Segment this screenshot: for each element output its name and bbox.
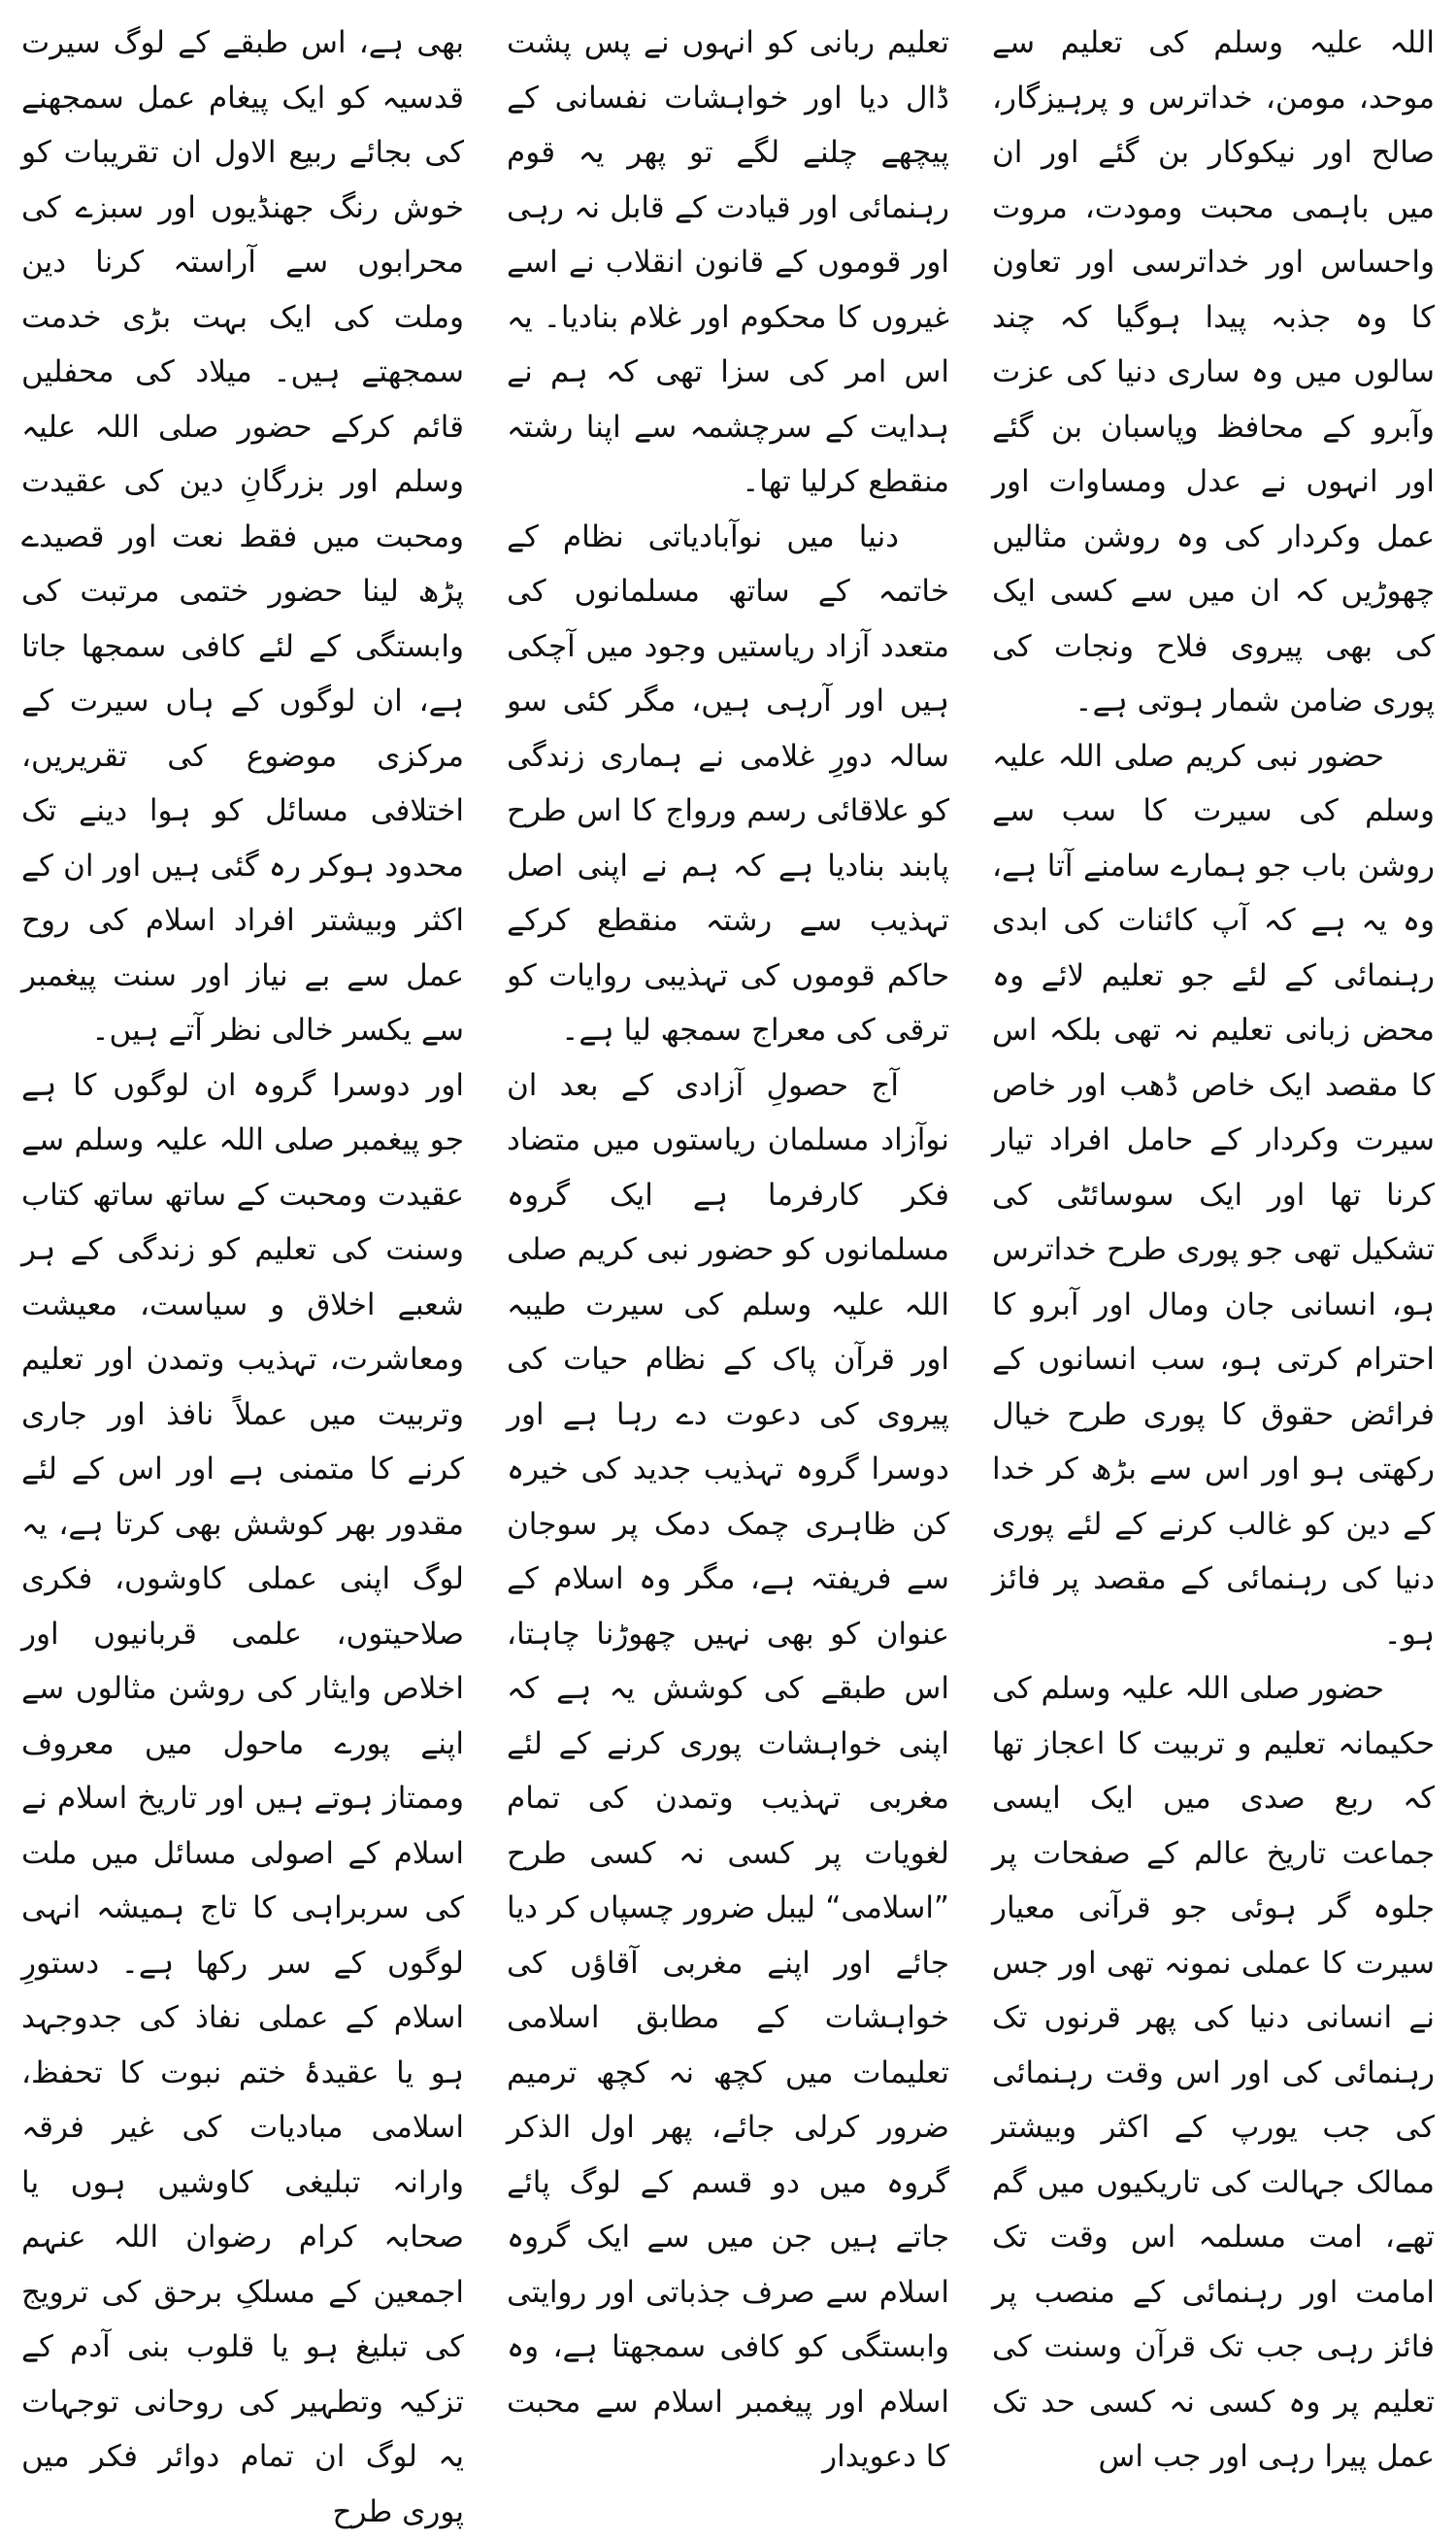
paragraph: اللہ علیہ وسلم کی تعلیم سے موحد، مومن، خداترس و پرہیزگار، صالح اور نیکوکار بن گئے اور ان میں باہمی محبت ومودت، مروت واحساس اور خداترسی اور تعاون کا وہ جذبہ پیدا ہوگیا کہ چند سالوں میں وہ ساری دنیا کی عزت وآبرو کے محافظ وپاسبان بن گئے اور انہوں نے عدل ومساوات اور عمل وکردار کی وہ روشن مثالیں چھوڑیں کہ ان میں سے کسی ایک کی بھی پیروی فلاح ونجات کی پوری ضامن شمار ہوتی ہے۔: [992, 16, 1435, 729]
paragraph: حضور صلی اللہ علیہ وسلم کی حکیمانہ تعلیم و تربیت کا اعجاز تھا کہ ربع صدی میں ایک ایسی جماعت تاریخ عالم کے صفحات پر جلوہ گر ہوئی جو قرآنی معیار سیرت کا عملی نمونہ تھی اور جس نے انسانی دنیا کی پھر قرنوں تک رہنمائی کی اور اس وقت رہنمائی کی جب یورپ کے اکثر وبیشتر ممالک جہالت کی تاریکیوں میں گم تھے، امت مسلمہ اس وقت تک امامت اور رہنمائی کے منصب پر فائز رہی جب تک قرآن وسنت کی تعلیم پر وہ کسی نہ کسی حد تک عمل پیرا رہی اور جب اس: [992, 1661, 1435, 2485]
paragraph: بھی ہے، اس طبقے کے لوگ سیرت قدسیہ کو ایک پیغام عمل سمجھنے کی بجائے ربیع الاول ان تقریبات کو خوش رنگ جھنڈیوں اور سبزے کی محرابوں سے آراستہ کرنا دین وملت کی ایک بہت بڑی خدمت سمجھتے ہیں۔ میلاد کی محفلیں قائم کرکے حضور صلی اللہ علیہ وسلم اور بزرگانِ دین کی عقیدت ومحبت میں فقط نعت اور قصیدے پڑھ لینا حضور ختمی مرتبت کی وابستگی کے لئے کافی سمجھا جاتا ہے، ان لوگوں کے ہاں سیرت کے مرکزی موضوع کی تقریریں، اختلافی مسائل کو ہوا دینے تک محدود ہوکر رہ گئی ہیں اور ان کے اکثر وبیشتر افراد اسلام کی روح عمل سے بے نیاز اور سنت پیغمبر سے یکسر خالی نظر آتے ہیں۔: [21, 16, 464, 1058]
column-right: [992, 16, 1435, 2136]
paragraph: اور دوسرا گروہ ان لوگوں کا ہے جو پیغمبر صلی اللہ علیہ وسلم سے عقیدت ومحبت کے ساتھ ساتھ کتاب وسنت کی تعلیم کو زندگی کے ہر شعبے اخلاق و سیاست، معیشت ومعاشرت، تہذیب وتمدن اور تعلیم وتربیت میں عملاً نافذ اور جاری کرنے کا متمنی ہے اور اس کے لئے مقدور بھر کوشش بھی کرتا ہے، یہ لوگ اپنی عملی کاوشوں، فکری صلاحیتوں، علمی قربانیوں اور اخلاص وایثار کی روشن مثالوں سے اپنے پورے ماحول میں معروف وممتاز ہوتے ہیں اور تاریخ اسلام نے اسلام کے اصولی مسائل میں ملت کی سربراہی کا تاج ہمیشہ انہی لوگوں کے سر رکھا ہے۔ دستورِ اسلام کے عملی نفاذ کی جدوجہد ہو یا عقیدۂ ختم نبوت کا تحفظ، اسلامی مبادیات کی غیر فرقہ وارانہ تبلیغی کاوشیں ہوں یا صحابہ کرام رضوان اللہ عنہم اجمعین کے مسلکِ برحق کی ترویج کی تبلیغ ہو یا قلوب بنی آدم کے تزکیہ وتطہیر کی روحانی توجہات یہ لوگ ان تمام دوائر فکر میں پوری طرح: [21, 1058, 464, 2539]
column-middle: [507, 16, 949, 2136]
paragraph: تعلیم ربانی کو انہوں نے پس پشت ڈال دیا اور خواہشات نفسانی کے پیچھے چلنے لگے تو پھر یہ قوم رہنمائی اور قیادت کے قابل نہ رہی اور قوموں کے قانون انقلاب نے اسے غیروں کا محکوم اور غلام بنادیا۔ یہ اس امر کی سزا تھی کہ ہم نے ہدایت کے سرچشمہ سے اپنا رشتہ منقطع کرلیا تھا۔: [507, 16, 949, 510]
paragraph: آج حصولِ آزادی کے بعد ان نوآزاد مسلمان ریاستوں میں متضاد فکر کارفرما ہے ایک گروہ مسلمانوں کو حضور نبی کریم صلی اللہ علیہ وسلم کی سیرت طیبہ اور قرآن پاک کے نظام حیات کی پیروی کی دعوت دے رہا ہے اور دوسرا گروہ تہذیب جدید کی خیرہ کن ظاہری چمک دمک پر سوجان سے فریفتہ ہے، مگر وہ اسلام کے عنوان کو بھی نہیں چھوڑنا چاہتا، اس طبقے کی کوشش یہ ہے کہ اپنی خواہشات پوری کرنے کے لئے مغربی تہذیب وتمدن کی تمام لغویات پر کسی نہ کسی طرح ”اسلامی“ لیبل ضرور چسپاں کر دیا جائے اور اپنے مغربی آقاؤں کی خواہشات کے مطابق اسلامی تعلیمات میں کچھ نہ کچھ ترمیم ضرور کرلی جائے، پھر اول الذکر گروہ میں دو قسم کے لوگ پائے جاتے ہیں جن میں سے ایک گروہ اسلام سے صرف جذباتی اور روایتی وابستگی کو کافی سمجھتا ہے، وہ اسلام اور پیغمبر اسلام سے محبت کا دعویدار: [507, 1058, 949, 2485]
paragraph: دنیا میں نوآبادیاتی نظام کے خاتمہ کے ساتھ مسلمانوں کی متعدد آزاد ریاستیں وجود میں آچکی ہیں اور آرہی ہیں، مگر کئی سو سالہ دورِ غلامی نے ہماری زندگی کو علاقائی رسم ورواج کا اس طرح پابند بنادیا ہے کہ ہم نے اپنی اصل تہذیب سے رشتہ منقطع کرکے حاکم قوموں کی تہذیبی روایات کو ترقی کی معراج سمجھ لیا ہے۔: [507, 510, 949, 1058]
paragraph: حضور نبی کریم صلی اللہ علیہ وسلم کی سیرت کا سب سے روشن باب جو ہمارے سامنے آتا ہے، وہ یہ ہے کہ آپ کائنات کی ابدی رہنمائی کے لئے جو تعلیم لائے وہ محض زبانی تعلیم نہ تھی بلکہ اس کا مقصد ایک خاص ڈھب اور خاص سیرت وکردار کے حامل افراد تیار کرنا تھا اور ایک سوسائٹی کی تشکیل تھی جو پوری طرح خداترس ہو، انسانی جان ومال اور آبرو کا احترام کرتی ہو، سب انسانوں کے فرائض حقوق کا پوری طرح خیال رکھتی ہو اور اس سے بڑھ کر خدا کے دین کو غالب کرنے کے لئے پوری دنیا کی رہنمائی کے مقصد پر فائز ہو۔: [992, 729, 1435, 1662]
column-left: [21, 16, 464, 2136]
